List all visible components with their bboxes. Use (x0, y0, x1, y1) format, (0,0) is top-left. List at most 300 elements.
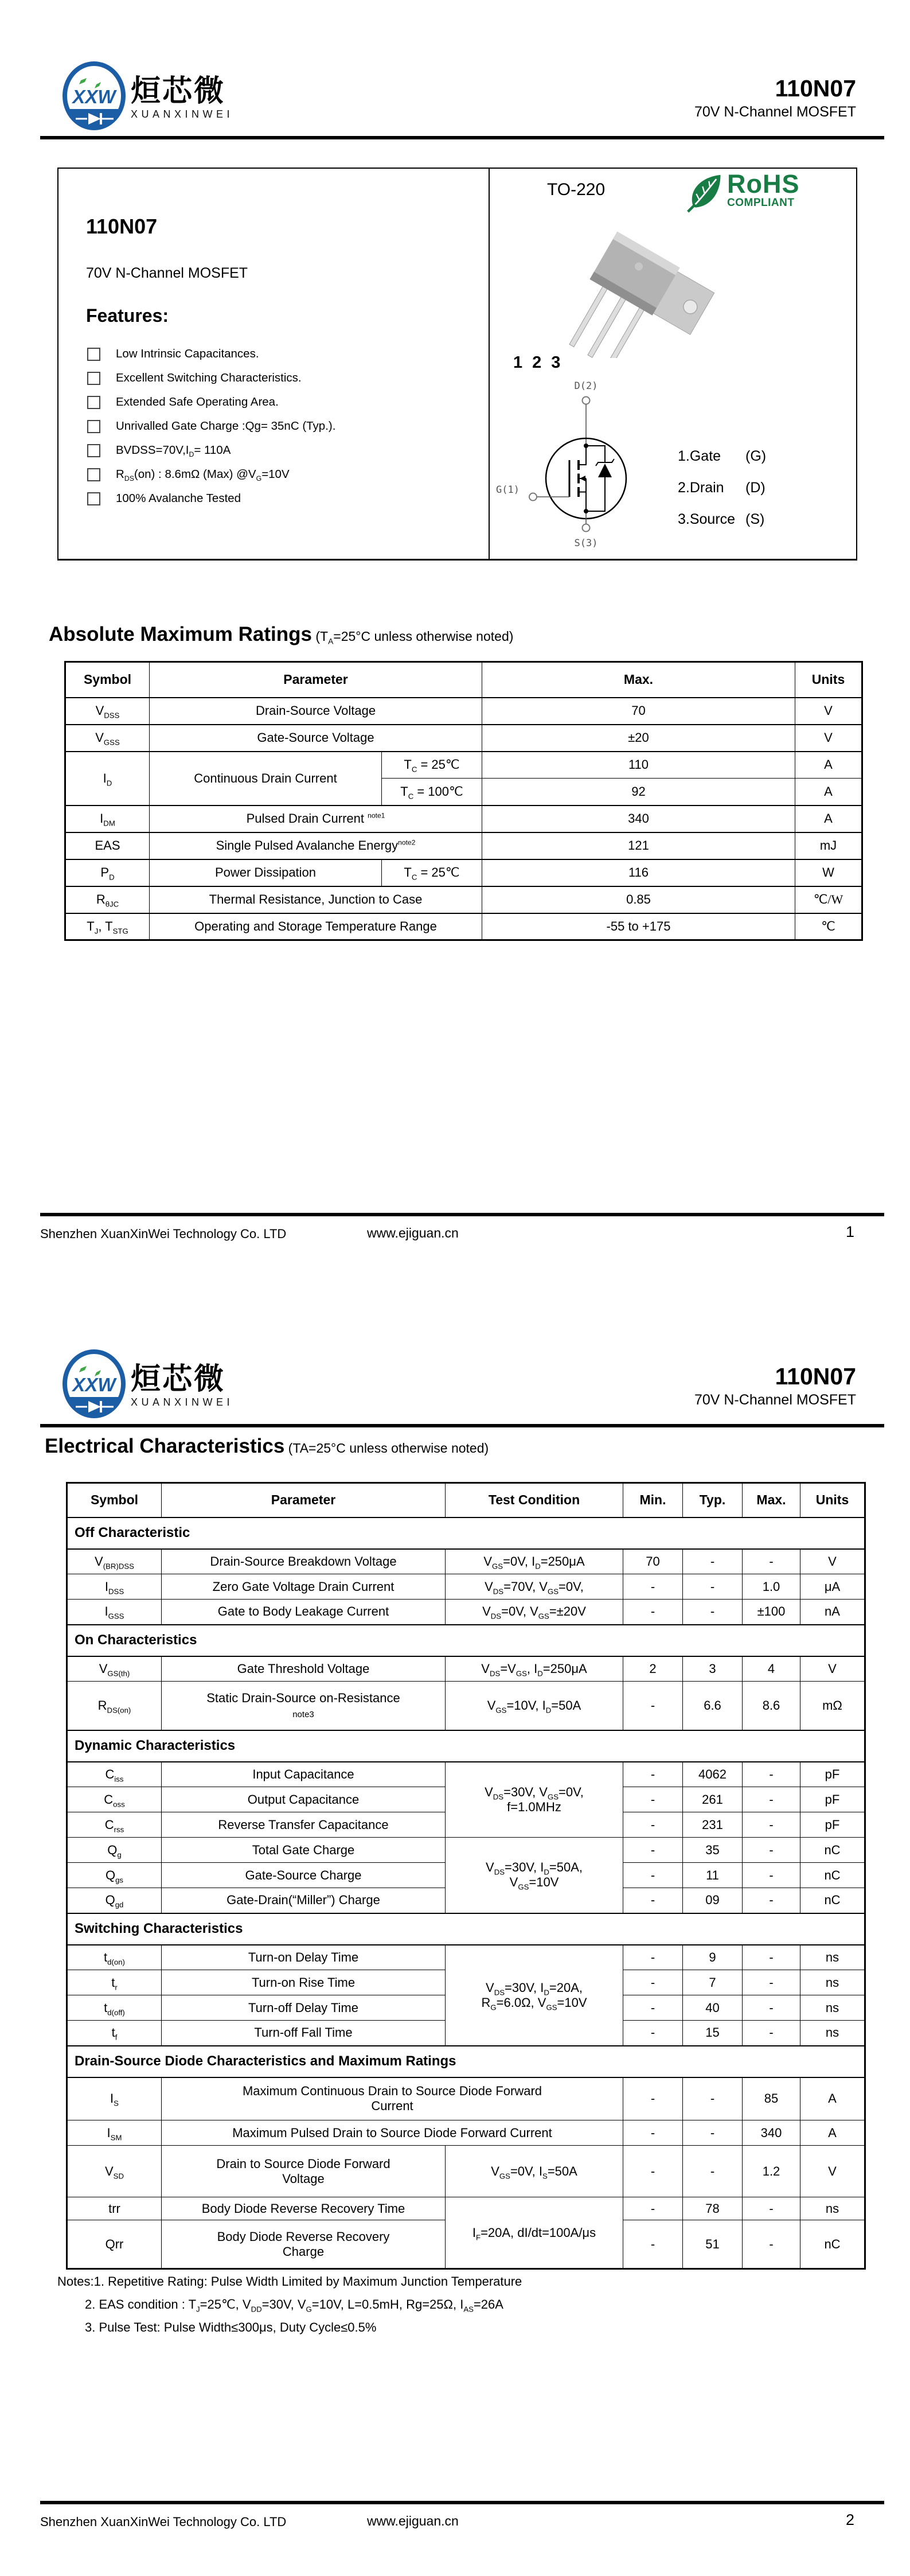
ec-row-vbrdss (67, 1549, 865, 1574)
feature-label: 100% Avalanche Tested (116, 492, 241, 505)
table-cell: pF (800, 1812, 865, 1838)
column-header: Max. (482, 662, 795, 698)
section-title: On Characteristics (67, 1625, 865, 1656)
table-cell: - (623, 1838, 683, 1863)
brand-name-cn: 烜芯微 (131, 1363, 226, 1396)
ec-row-is (67, 2077, 865, 2120)
column-header: Typ. (683, 1483, 743, 1517)
symbol-cell: $I_{GSS}$ (67, 1600, 162, 1625)
table-cell: Static Drain-Source on-Resistance note3 (162, 1682, 446, 1730)
checkbox-icon (87, 468, 100, 481)
checkbox-icon (87, 372, 100, 385)
table-cell: 6.6 (683, 1682, 743, 1730)
table-cell: Output Capacitance (162, 1787, 446, 1812)
feature-item (87, 462, 454, 487)
checkbox-icon (87, 396, 100, 409)
to220-package-image (511, 226, 764, 358)
table-cell: - (743, 2220, 800, 2269)
box-part-subtitle: 70V N-Channel MOSFET (86, 265, 248, 281)
symbol-cell: $C_{rss}$ (67, 1812, 162, 1838)
table-cell: - (623, 1995, 683, 2021)
brand-logo (62, 61, 233, 131)
table-cell: - (623, 1762, 683, 1787)
table-cell: - (743, 1888, 800, 1913)
amr-row-vgss (65, 725, 862, 752)
amr-header-row (65, 662, 862, 698)
table-cell: - (743, 2021, 800, 2046)
feature-label: $R_{DS}(on)$ : 8.6mΩ (Max) $@V_G=10V$ (116, 468, 290, 483)
table-cell: 11 (683, 1863, 743, 1888)
table-cell: Turn-off Delay Time (162, 1995, 446, 2021)
table-cell: - (743, 1863, 800, 1888)
section-dynamic-characteristics (67, 1730, 865, 1762)
symbol-cell: $C_{iss}$ (67, 1762, 162, 1787)
mosfet-symbol-diagram (491, 380, 681, 552)
page-number: 1 (845, 1223, 854, 1240)
table-cell: $V_{GS}=0V$, $I_S=50A$ (446, 2146, 623, 2197)
table-cell: $V_{DS}=30V$, $I_D=20A$, $R_G=6.0\Omega$, $V_{GS}=10V$ (446, 1945, 623, 2046)
pin-number: 1 (513, 353, 523, 372)
pin-legend-symbol: (G) (745, 448, 767, 464)
column-header: Symbol (67, 1483, 162, 1517)
table-cell: ns (800, 2021, 865, 2046)
ec-row-idss (67, 1574, 865, 1600)
table-cell: V (800, 1656, 865, 1682)
ec-row-qg (67, 1838, 865, 1863)
table-cell: - (623, 1863, 683, 1888)
table-cell: 121 (482, 832, 795, 859)
table-cell: nC (800, 1838, 865, 1863)
table-cell: 35 (683, 1838, 743, 1863)
pin-legend-row (678, 472, 766, 504)
symbol-cell: $t_{d(on)}$ (67, 1945, 162, 1970)
brand-logo-icon (62, 1349, 126, 1419)
table-cell: 78 (683, 2197, 743, 2220)
feature-item (87, 438, 454, 462)
symbol-cell: EAS (65, 832, 150, 859)
symbol-cell: $V_{DSS}$ (65, 698, 150, 725)
ec-title: Electrical Characteristics (45, 1435, 285, 1457)
note-line: 2. EAS condition : $T_J=25℃$, $V_{DD}=30V$, $V_G=10V$, L=0.5mH, Rg=25Ω, $I_{AS}=26A$ (85, 2297, 503, 2314)
table-cell: $I_F=20A$, dI/dt=100A/μs (446, 2197, 623, 2269)
table-cell: Gate-Source Voltage (150, 725, 482, 752)
table-cell: $T_C$ = 100℃ (382, 779, 482, 806)
table-cell: - (623, 2021, 683, 2046)
amr-row-pd (65, 859, 862, 886)
ec-row-ism (67, 2120, 865, 2146)
table-cell: 110 (482, 752, 795, 779)
table-cell: $T_C$ = 25℃ (382, 859, 482, 886)
table-cell: - (743, 1787, 800, 1812)
table-cell: mJ (795, 832, 862, 859)
pin-legend-symbol: (D) (745, 480, 766, 496)
table-cell: 2 (623, 1656, 683, 1682)
footer-website: www.ejiguan.cn (367, 1225, 459, 1240)
table-cell: - (683, 1549, 743, 1574)
table-cell: - (743, 1812, 800, 1838)
table-cell: $V_{DS}=70V$, $V_{GS}=0V$, (446, 1574, 623, 1600)
gate-pin-label: G(1) (496, 484, 520, 496)
part-number: 110N07 (775, 75, 856, 102)
table-cell: - (683, 2146, 743, 2197)
footer-rule (40, 2501, 884, 2504)
column-header: Parameter (162, 1483, 446, 1517)
table-cell: $V_{DS}=30V$, $I_D=50A$, $V_{GS}=10V$ (446, 1838, 623, 1913)
symbol-cell: $t_f$ (67, 2021, 162, 2046)
table-cell: 15 (683, 2021, 743, 2046)
table-cell: pF (800, 1787, 865, 1812)
symbol-cell: $I_{DM}$ (65, 806, 150, 832)
feature-label: $BVDSS=70V,I_D= 110A$ (116, 443, 231, 459)
column-header: Max. (743, 1483, 800, 1517)
brand-name (131, 61, 233, 120)
table-cell: -55 to +175 (482, 913, 795, 940)
amr-row-id-25 (65, 752, 862, 779)
table-cell: 261 (683, 1787, 743, 1812)
table-cell: V (800, 1549, 865, 1574)
table-cell: Single Pulsed Avalanche Energy$^{note2}$ (150, 832, 482, 859)
rohs-line2: COMPLIANT (727, 196, 795, 209)
column-header: Min. (623, 1483, 683, 1517)
rohs-leaf-icon (686, 172, 724, 213)
table-cell: Reverse Transfer Capacitance (162, 1812, 446, 1838)
amr-condition: ($T_A=25^\circ C$ unless otherwise noted) (311, 629, 514, 646)
symbol-cell: $Q_{gd}$ (67, 1888, 162, 1913)
electrical-characteristics-table (66, 1482, 866, 2270)
pin-legend (678, 441, 766, 535)
table-cell: $V_{DS}=30V$, $V_{GS}=0V$, f=1.0MHz (446, 1762, 623, 1838)
section-switching-characteristics (67, 1913, 865, 1945)
table-cell: 116 (482, 859, 795, 886)
table-cell: - (623, 1787, 683, 1812)
table-cell: 3 (683, 1656, 743, 1682)
footer-company: Shenzhen XuanXinWei Technology Co. LTD (40, 1227, 287, 1241)
pin-legend-name: 3.Source (678, 511, 736, 527)
table-cell: 0.85 (482, 886, 795, 913)
brand-name-cn: 烜芯微 (131, 75, 226, 108)
table-cell: Drain-Source Breakdown Voltage (162, 1549, 446, 1574)
amr-row-rthjc (65, 886, 862, 913)
table-cell: W (795, 859, 862, 886)
source-pin-label: S(3) (574, 538, 598, 549)
table-cell: V (795, 698, 862, 725)
table-cell: - (743, 1838, 800, 1863)
feature-item (87, 366, 454, 390)
ec-row-igss (67, 1600, 865, 1625)
section-on-characteristics (67, 1625, 865, 1656)
amr-row-idm (65, 806, 862, 832)
box-divider (489, 169, 490, 559)
column-header: Symbol (65, 662, 150, 698)
amr-heading (49, 623, 513, 646)
symbol-cell: $P_D$ (65, 859, 150, 886)
brand-monogram: XXW (72, 1374, 116, 1395)
section-title: Switching Characteristics (67, 1913, 865, 1945)
pin-legend-symbol: (S) (745, 511, 765, 527)
table-cell: - (743, 1945, 800, 1970)
section-off-characteristic (67, 1517, 865, 1549)
footer-rule (40, 1213, 884, 1216)
table-cell: Maximum Continuous Drain to Source Diode Forward Current (162, 2077, 623, 2120)
table-cell: nC (800, 1888, 865, 1913)
table-cell: ±100 (743, 1600, 800, 1625)
checkbox-icon (87, 348, 100, 361)
table-cell: ns (800, 1995, 865, 2021)
notes-block (57, 2270, 522, 2339)
table-cell: Turn-on Delay Time (162, 1945, 446, 1970)
table-cell: - (623, 2146, 683, 2197)
note-line: 3. Pulse Test: Pulse Width≤300μs, Duty Cycle≤0.5% (85, 2320, 377, 2334)
pin-number: 3 (551, 353, 561, 372)
table-cell: 40 (683, 1995, 743, 2021)
features-list (87, 342, 454, 511)
table-cell: ns (800, 1970, 865, 1995)
symbol-cell: $C_{oss}$ (67, 1787, 162, 1812)
table-cell: 231 (683, 1812, 743, 1838)
table-cell: Pulsed Drain Current $^{note1}$ (150, 806, 482, 832)
table-cell: Gate-Source Charge (162, 1863, 446, 1888)
section-diode-characteristics (67, 2046, 865, 2077)
package-label: TO-220 (547, 180, 606, 199)
brand-monogram: XXW (72, 86, 116, 107)
ec-row-vgsth (67, 1656, 865, 1682)
table-cell: 85 (743, 2077, 800, 2120)
pin-legend-name: 1.Gate (678, 448, 721, 464)
note-line: Notes:1. Repetitive Rating: Pulse Width Limited by Maximum Junction Temperature (57, 2274, 522, 2289)
table-cell: Gate-Drain(“Miller”) Charge (162, 1888, 446, 1913)
features-heading: Features: (86, 305, 169, 326)
symbol-cell: $V_{GS(th)}$ (67, 1656, 162, 1682)
table-cell: - (683, 2120, 743, 2146)
ec-header-row (67, 1483, 865, 1517)
table-cell: - (623, 1888, 683, 1913)
amr-row-eas (65, 832, 862, 859)
symbol-cell: $Q_g$ (67, 1838, 162, 1863)
section-title: Dynamic Characteristics (67, 1730, 865, 1762)
table-cell: - (623, 1970, 683, 1995)
box-part-number: 110N07 (86, 215, 158, 238)
amr-row-tj-tstg (65, 913, 862, 940)
table-cell: - (743, 1762, 800, 1787)
table-cell: Gate Threshold Voltage (162, 1656, 446, 1682)
table-cell: 4 (743, 1656, 800, 1682)
table-cell: Total Gate Charge (162, 1838, 446, 1863)
table-cell: Thermal Resistance, Junction to Case (150, 886, 482, 913)
rohs-line1: RoHS (727, 169, 800, 199)
table-cell: nC (800, 2220, 865, 2269)
brand-logo-icon (62, 61, 126, 131)
ec-condition: (TA=25°C unless otherwise noted) (284, 1441, 489, 1456)
table-cell: - (623, 2220, 683, 2269)
page-footer (0, 1223, 910, 1244)
table-cell: - (683, 1600, 743, 1625)
feature-label: Excellent Switching Characteristics. (116, 371, 302, 384)
checkbox-icon (87, 444, 100, 457)
brand-name (131, 1349, 233, 1408)
table-cell: Drain to Source Diode Forward Voltage (162, 2146, 446, 2197)
table-cell: - (743, 1549, 800, 1574)
rohs-badge (686, 169, 800, 213)
table-cell: 340 (482, 806, 795, 832)
amr-title: Absolute Maximum Ratings (49, 623, 312, 645)
table-cell: 1.0 (743, 1574, 800, 1600)
header-rule (40, 1424, 884, 1427)
symbol-cell: $I_{DSS}$ (67, 1574, 162, 1600)
symbol-cell: trr (67, 2197, 162, 2220)
pin-legend-name: 2.Drain (678, 480, 724, 496)
table-cell: 92 (482, 779, 795, 806)
table-cell: V (800, 2146, 865, 2197)
table-cell: Power Dissipation (150, 859, 382, 886)
column-header: Test Condition (446, 1483, 623, 1517)
brand-logo (62, 1349, 233, 1419)
pin-legend-row (678, 504, 766, 535)
symbol-cell: $T_J$, $T_{STG}$ (65, 913, 150, 940)
table-cell: - (623, 2077, 683, 2120)
absolute-maximum-ratings-table (64, 661, 863, 941)
table-cell: 70 (623, 1549, 683, 1574)
table-cell: Body Diode Reverse Recovery Time (162, 2197, 446, 2220)
rohs-text (727, 169, 800, 209)
table-cell: - (683, 1574, 743, 1600)
table-cell: Maximum Pulsed Drain to Source Diode Forward Current (162, 2120, 623, 2146)
table-cell: - (623, 1574, 683, 1600)
table-cell: A (795, 806, 862, 832)
table-cell: Drain-Source Voltage (150, 698, 482, 725)
ec-row-rdson (67, 1682, 865, 1730)
table-cell: - (623, 1812, 683, 1838)
table-cell: 9 (683, 1945, 743, 1970)
feature-item (87, 414, 454, 438)
page-2 (0, 1288, 910, 2576)
table-cell: $V_{DS}=0V$, $V_{GS}=\pm 20V$ (446, 1600, 623, 1625)
package-pin-numbers (513, 353, 560, 372)
table-cell: - (743, 2197, 800, 2220)
table-cell: $T_C$ = 25℃ (382, 752, 482, 779)
brand-name-en: XUANXINWEI (131, 108, 234, 120)
symbol-cell: $t_r$ (67, 1970, 162, 1995)
brand-name-en: XUANXINWEI (131, 1396, 234, 1408)
table-cell: Body Diode Reverse Recovery Charge (162, 2220, 446, 2269)
page-number: 2 (845, 2511, 854, 2528)
table-cell: A (800, 2077, 865, 2120)
ec-row-vsd (67, 2146, 865, 2197)
table-cell: 7 (683, 1970, 743, 1995)
column-header: Units (795, 662, 862, 698)
symbol-cell: $R_{\theta JC}$ (65, 886, 150, 913)
drain-pin-label: D(2) (574, 380, 598, 392)
footer-company: Shenzhen XuanXinWei Technology Co. LTD (40, 2515, 287, 2529)
feature-item (87, 390, 454, 414)
ec-row-tdon (67, 1945, 865, 1970)
pin-legend-row (678, 441, 766, 472)
symbol-cell: $V_{(BR)DSS}$ (67, 1549, 162, 1574)
feature-item (87, 487, 454, 511)
symbol-cell: $V_{SD}$ (67, 2146, 162, 2197)
page-footer (0, 2511, 910, 2532)
symbol-cell: $I_{SM}$ (67, 2120, 162, 2146)
symbol-cell: Qrr (67, 2220, 162, 2269)
feature-item (87, 342, 454, 366)
table-cell: Operating and Storage Temperature Range (150, 913, 482, 940)
feature-label: Unrivalled Gate Charge :Qg= 35nC (Typ.). (116, 419, 336, 433)
checkbox-icon (87, 420, 100, 433)
table-cell: 09 (683, 1888, 743, 1913)
table-cell: Gate to Body Leakage Current (162, 1600, 446, 1625)
symbol-cell: $Q_{gs}$ (67, 1863, 162, 1888)
table-cell: μA (800, 1574, 865, 1600)
column-header: Parameter (150, 662, 482, 698)
part-number: 110N07 (775, 1363, 856, 1390)
table-cell: Continuous Drain Current (150, 752, 382, 806)
header-title-block (694, 1364, 856, 1408)
table-cell: - (623, 2197, 683, 2220)
table-cell: - (743, 1970, 800, 1995)
table-cell: Turn-on Rise Time (162, 1970, 446, 1995)
table-cell: A (795, 779, 862, 806)
feature-label: Low Intrinsic Capacitances. (116, 347, 259, 360)
table-cell: 8.6 (743, 1682, 800, 1730)
product-summary-box (57, 168, 857, 561)
table-cell: Input Capacitance (162, 1762, 446, 1787)
checkbox-icon (87, 492, 100, 505)
symbol-cell: $V_{GSS}$ (65, 725, 150, 752)
amr-row-vdss (65, 698, 862, 725)
table-cell: V (795, 725, 862, 752)
table-cell: ℃ (795, 913, 862, 940)
table-cell: Zero Gate Voltage Drain Current (162, 1574, 446, 1600)
table-cell: - (683, 2077, 743, 2120)
section-title: Drain-Source Diode Characteristics and Maximum Ratings (67, 2046, 865, 2077)
table-cell: A (795, 752, 862, 779)
ec-row-ciss (67, 1762, 865, 1787)
table-cell: 340 (743, 2120, 800, 2146)
part-subtitle: 70V N-Channel MOSFET (694, 1392, 856, 1408)
part-subtitle: 70V N-Channel MOSFET (694, 104, 856, 120)
table-cell: $V_{GS}=10V$, $I_D=50A$ (446, 1682, 623, 1730)
symbol-cell: $t_{d(off)}$ (67, 1995, 162, 2021)
feature-label: Extended Safe Operating Area. (116, 395, 279, 408)
ec-heading (45, 1435, 489, 1458)
table-cell: pF (800, 1762, 865, 1787)
table-cell: A (800, 2120, 865, 2146)
table-cell: $V_{GS}=0V$, $I_D=250\mu A$ (446, 1549, 623, 1574)
footer-website: www.ejiguan.cn (367, 2513, 459, 2528)
symbol-cell: $I_S$ (67, 2077, 162, 2120)
symbol-cell: $R_{DS(on)}$ (67, 1682, 162, 1730)
table-cell: - (623, 1682, 683, 1730)
table-cell: 70 (482, 698, 795, 725)
pin-number: 2 (532, 353, 542, 372)
header-rule (40, 136, 884, 139)
table-cell: - (623, 1945, 683, 1970)
table-cell: ns (800, 2197, 865, 2220)
table-cell: ±20 (482, 725, 795, 752)
table-cell: - (743, 1995, 800, 2021)
table-cell: 4062 (683, 1762, 743, 1787)
ec-row-trr (67, 2197, 865, 2220)
table-cell: ns (800, 1945, 865, 1970)
table-cell: Turn-off Fall Time (162, 2021, 446, 2046)
header-title-block (694, 76, 856, 120)
table-cell: nC (800, 1863, 865, 1888)
symbol-cell: $I_D$ (65, 752, 150, 806)
table-cell: - (623, 1600, 683, 1625)
column-header: Units (800, 1483, 865, 1517)
table-cell: 1.2 (743, 2146, 800, 2197)
table-cell: 51 (683, 2220, 743, 2269)
table-cell: mΩ (800, 1682, 865, 1730)
